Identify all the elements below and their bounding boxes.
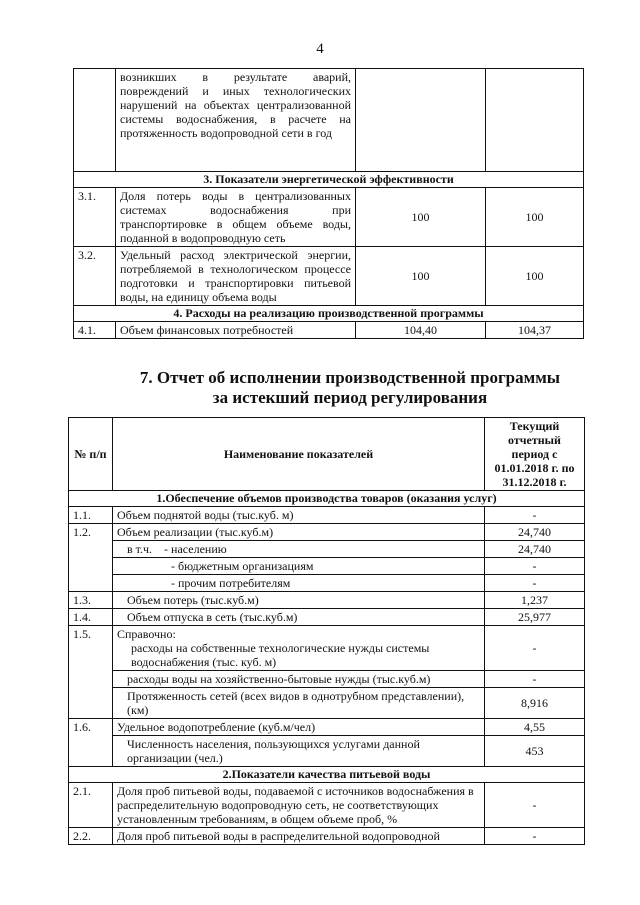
value-cell: 104,40 — [356, 322, 486, 339]
value-cell: 8,916 — [485, 688, 585, 719]
table-row — [69, 688, 585, 719]
table-row — [69, 558, 585, 575]
section-heading: 3. Показатели энергетической эффективности — [74, 172, 584, 188]
value-cell: - — [485, 558, 585, 575]
table-row — [69, 736, 585, 767]
table-row — [69, 671, 585, 688]
value-cell: - — [485, 828, 585, 845]
row-number-cell: 3.1. — [74, 188, 116, 247]
table-row — [69, 828, 585, 845]
value-cell: 100 — [356, 188, 486, 247]
table-row — [69, 507, 585, 524]
indicator-name-cell — [113, 688, 485, 719]
row-number-cell — [69, 575, 113, 592]
table-row — [69, 524, 585, 541]
table-row — [69, 575, 585, 592]
table-row — [69, 592, 585, 609]
indicator-name-cell: Удельный расход электрической энергии, потребляемой в технологическом процессе подготовки и транспортировки питьевой воды, на единицу объема воды — [116, 247, 356, 306]
indicator-name-cell — [113, 626, 485, 671]
value-cell: 100 — [486, 188, 584, 247]
value-cell: 4,55 — [485, 719, 585, 736]
row-number-cell — [69, 688, 113, 719]
table-row — [74, 247, 584, 306]
value-cell — [486, 69, 584, 172]
header-period: Текущий отчетный период с 01.01.2018 г. по 31.12.2018 г. — [485, 418, 585, 491]
table-row — [69, 783, 585, 828]
table-row — [74, 188, 584, 247]
indicator-name-text: Протяженность сетей (всех видов в однотрубном представлении), (км) — [127, 689, 465, 717]
indicator-name-cell: - прочим потребителям — [113, 575, 485, 592]
indicator-name-cell: Доля проб питьевой воды в распределительной водопроводной — [113, 828, 485, 845]
value-cell: - — [485, 575, 585, 592]
report-table — [68, 417, 585, 845]
section-heading: 1.Обеспечение объемов производства товаров (оказания услуг) — [69, 491, 585, 507]
indicator-name-cell: возникших в результате аварий, повреждений и иных технологических нарушений на объектах централизованной системы водоснабжения, в расчете на протяженность водопроводной сети в год — [116, 69, 356, 172]
row-number-cell — [74, 69, 116, 172]
indicator-name-cell: Доля проб питьевой воды, подаваемой с источников водоснабжения в распределительную водопроводную сеть, не соответствующих установленным требованиям, в общем объеме проб, % — [113, 783, 485, 828]
indicator-name-cell: Объем потерь (тыс.куб.м) — [113, 592, 485, 609]
subrow-prefix: в т.ч. — [127, 542, 153, 556]
row-number-cell: 4.1. — [74, 322, 116, 339]
row-number-cell — [69, 671, 113, 688]
value-cell: - — [485, 626, 585, 671]
value-cell: 25,977 — [485, 609, 585, 626]
indicator-name-cell: Объем реализации (тыс.куб.м) — [113, 524, 485, 541]
report-title — [0, 368, 640, 408]
section-heading: 2.Показатели качества питьевой воды — [69, 767, 585, 783]
row-number-cell: 1.2. — [69, 524, 113, 541]
indicator-name-cell: Объем отпуска в сеть (тыс.куб.м) — [113, 609, 485, 626]
table-row — [74, 322, 584, 339]
value-cell — [356, 69, 486, 172]
indicator-name-cell: Удельное водопотребление (куб.м/чел) — [113, 719, 485, 736]
page-number: 4 — [316, 41, 324, 57]
indicator-name-cell: Объем поднятой воды (тыс.куб. м) — [113, 507, 485, 524]
row-number-cell — [69, 541, 113, 558]
report-title-line: за истекший период регулирования — [212, 388, 488, 407]
value-cell: 24,740 — [485, 524, 585, 541]
table-row — [74, 69, 584, 172]
row-number-cell: 1.3. — [69, 592, 113, 609]
table-row — [69, 541, 585, 558]
value-cell: 100 — [486, 247, 584, 306]
row-number-cell: 2.1. — [69, 783, 113, 828]
indicator-name-cell — [113, 736, 485, 767]
row-number-cell: 1.4. — [69, 609, 113, 626]
value-cell: 453 — [485, 736, 585, 767]
value-cell: 104,37 — [486, 322, 584, 339]
table-row — [69, 609, 585, 626]
row-number-cell: 1.6. — [69, 719, 113, 736]
table-row — [69, 719, 585, 736]
report-title-line: 7. Отчет об исполнении производственной программы — [139, 368, 561, 387]
header-number: № п/п — [69, 418, 113, 491]
indicator-name-cell: расходы воды на хозяйственно-бытовые нужды (тыс.куб.м) — [113, 671, 485, 688]
indicator-name-cell: Доля потерь воды в централизованных системах водоснабжения при транспортировке в общем объеме воды, поданной в водопроводную сеть — [116, 188, 356, 247]
row-number-cell: 1.1. — [69, 507, 113, 524]
row-number-cell: 2.2. — [69, 828, 113, 845]
indicators-table-continued — [73, 68, 584, 339]
table-row — [69, 626, 585, 671]
indicator-name-text: расходы на собственные технологические нужды системы водоснабжения (тыс. куб. м) — [131, 641, 430, 669]
indicator-name-cell — [113, 541, 485, 558]
value-cell: 24,740 — [485, 541, 585, 558]
value-cell: - — [485, 671, 585, 688]
indicator-name-cell: - бюджетным организациям — [113, 558, 485, 575]
row-number-cell: 1.5. — [69, 626, 113, 671]
reference-label: Справочно: — [117, 627, 176, 641]
value-cell: 100 — [356, 247, 486, 306]
indicator-name-cell: Объем финансовых потребностей — [116, 322, 356, 339]
value-cell: 1,237 — [485, 592, 585, 609]
subrow-label: - населению — [164, 542, 227, 556]
row-number-cell: 3.2. — [74, 247, 116, 306]
value-cell: - — [485, 507, 585, 524]
section-heading: 4. Расходы на реализацию производственной программы — [74, 306, 584, 322]
row-number-cell — [69, 558, 113, 575]
indicator-name-text: Численность населения, пользующихся услугами данной организации (чел.) — [127, 737, 420, 765]
row-number-cell — [69, 736, 113, 767]
value-cell: - — [485, 783, 585, 828]
table-header-row — [69, 418, 585, 491]
header-name: Наименование показателей — [113, 418, 485, 491]
